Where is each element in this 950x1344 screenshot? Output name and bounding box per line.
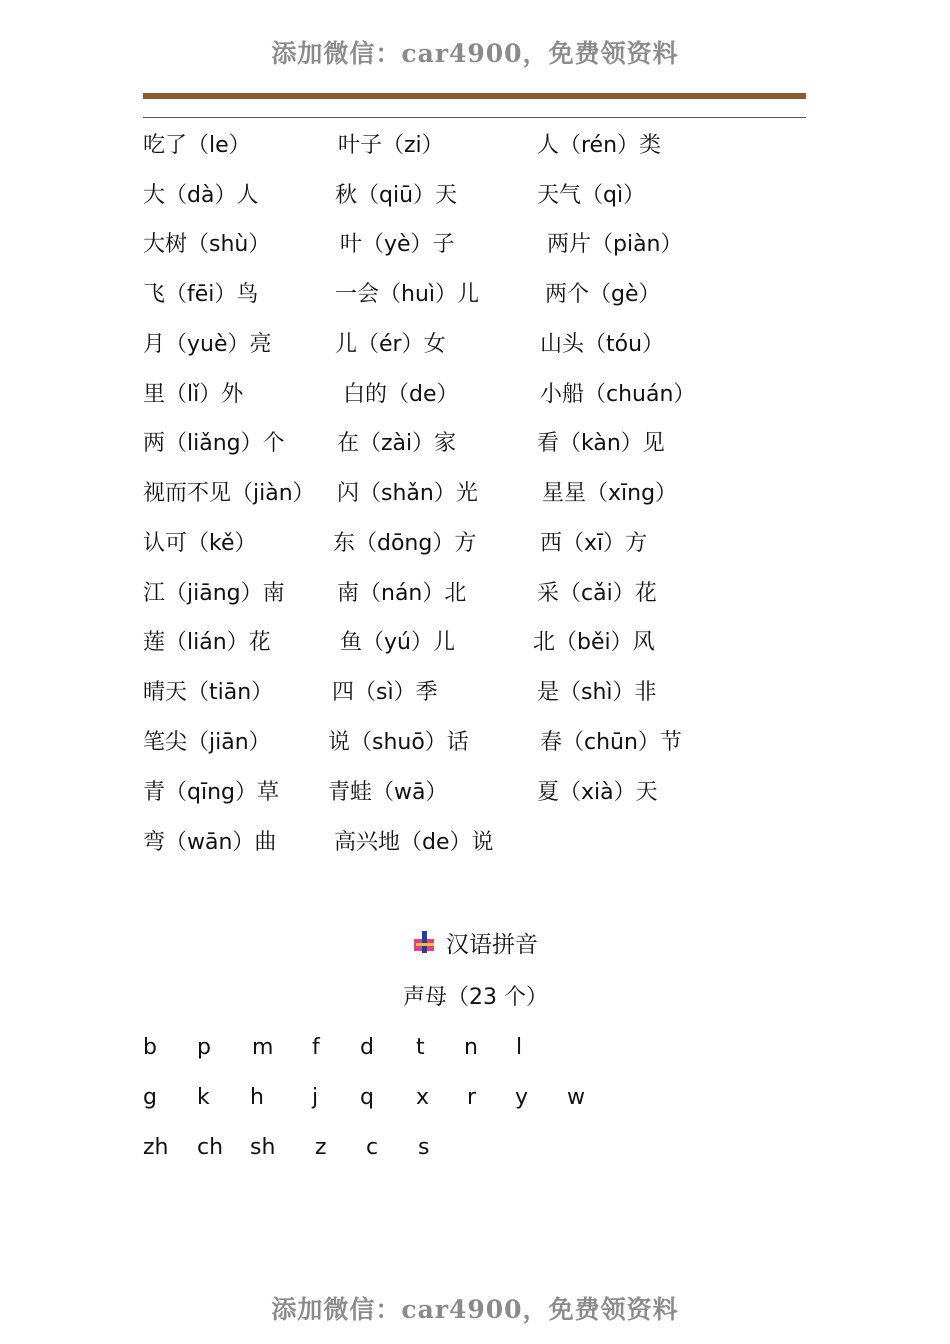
vocab-entry: 春（chūn）节 [540,730,682,755]
vocab-entry: 飞（fēi）鸟 [143,282,259,307]
vocab-entry: 视而不见（jiàn） [143,481,315,506]
vocab-entry: 弯（wān）曲 [143,830,277,855]
section-title: 汉语拼音 [446,931,538,958]
vocab-entry: 夏（xià）天 [537,780,658,805]
vocab-entry: 笔尖（jiān） [143,730,271,755]
initial-letter: j [312,1085,319,1110]
vocab-entry: 吃了（le） [143,133,251,158]
initial-letter: c [366,1135,379,1160]
vocab-entry: 白的（de） [343,382,459,407]
initial-letter: k [197,1085,210,1110]
vocab-entry: 认可（kě） [143,531,257,556]
initial-letter: m [252,1035,274,1060]
initial-letter: w [567,1085,585,1110]
vocab-entry: 鱼（yú）儿 [340,630,455,655]
vocab-entry: 月（yuè）亮 [143,332,272,357]
vocab-entry: 是（shì）非 [537,680,657,705]
initial-letter: n [464,1035,478,1060]
header-rule-thick [143,93,806,99]
vocab-entry: 四（sì）季 [332,680,438,705]
vocab-entry: 山头（tóu） [540,332,665,357]
vocab-entry: 两个（gè） [545,282,661,307]
vocab-entry: 叶（yè）子 [340,232,455,257]
initial-letter: l [516,1035,523,1060]
vocab-entry: 里（lǐ）外 [143,382,244,407]
initial-letter: t [416,1035,425,1060]
initial-letter: y [515,1085,529,1110]
vocab-entry: 江（jiāng）南 [143,581,285,606]
vocab-entry: 晴天（tiān） [143,680,274,705]
vocab-entry: 看（kàn）见 [537,431,665,456]
vocab-entry: 两（liǎng）个 [143,431,285,456]
vocab-entry: 闪（shǎn）光 [337,481,478,506]
initial-letter: d [360,1035,374,1060]
section-subtitle: 声母（23 个） [403,985,548,1010]
vocab-entry: 秋（qiū）天 [335,183,458,208]
initial-letter: q [360,1085,374,1110]
initial-letter: h [250,1085,264,1110]
vocab-entry: 东（dōng）方 [333,531,477,556]
vocab-entry: 叶子（zi） [338,133,444,158]
vocab-entry: 青（qīng）草 [143,780,279,805]
vocab-entry: 大（dà）人 [143,183,259,208]
vocab-entry: 星星（xīng） [542,481,678,506]
vocab-entry: 一会（huì）儿 [335,282,479,307]
vocab-entry: 大树（shù） [143,232,271,257]
initial-letter: p [197,1035,211,1060]
vocab-entry: 两片（piàn） [547,232,683,257]
vocab-entry: 采（cǎi）花 [537,581,657,606]
initial-letter: b [143,1035,157,1060]
vocab-entry: 西（xī）方 [540,531,648,556]
vocab-entry: 北（běi）风 [533,630,655,655]
initial-letter: zh [143,1135,169,1160]
initial-letter: sh [250,1135,276,1160]
initial-letter: ch [197,1135,224,1160]
section-heading [412,926,538,958]
vocab-entry: 青蛙（wā） [328,780,448,805]
vocab-entry: 莲（lián）花 [143,630,271,655]
vocab-entry: 小船（chuán） [540,382,696,407]
initial-letter: z [315,1135,327,1160]
vocab-entry: 儿（ér）女 [335,332,446,357]
header-rule-thin [143,117,806,118]
initial-letter: r [467,1085,477,1110]
vocab-entry: 说（shuō）话 [328,730,469,755]
initial-letter: g [143,1085,157,1110]
vocab-entry: 高兴地（de）说 [334,830,494,855]
book-icon [412,929,438,955]
vocab-entry: 天气（qì） [537,183,646,208]
vocab-entry: 南（nán）北 [337,581,467,606]
watermark-bottom: 添加微信：car4900，免费领资料 [271,1295,679,1324]
initial-letter: x [416,1085,430,1110]
watermark-top: 添加微信：car4900，免费领资料 [271,39,679,68]
vocab-entry: 人（rén）类 [537,133,662,158]
vocab-entry: 在（zài）家 [337,431,457,456]
initial-letter: s [418,1135,430,1160]
initial-letter: f [312,1035,320,1060]
